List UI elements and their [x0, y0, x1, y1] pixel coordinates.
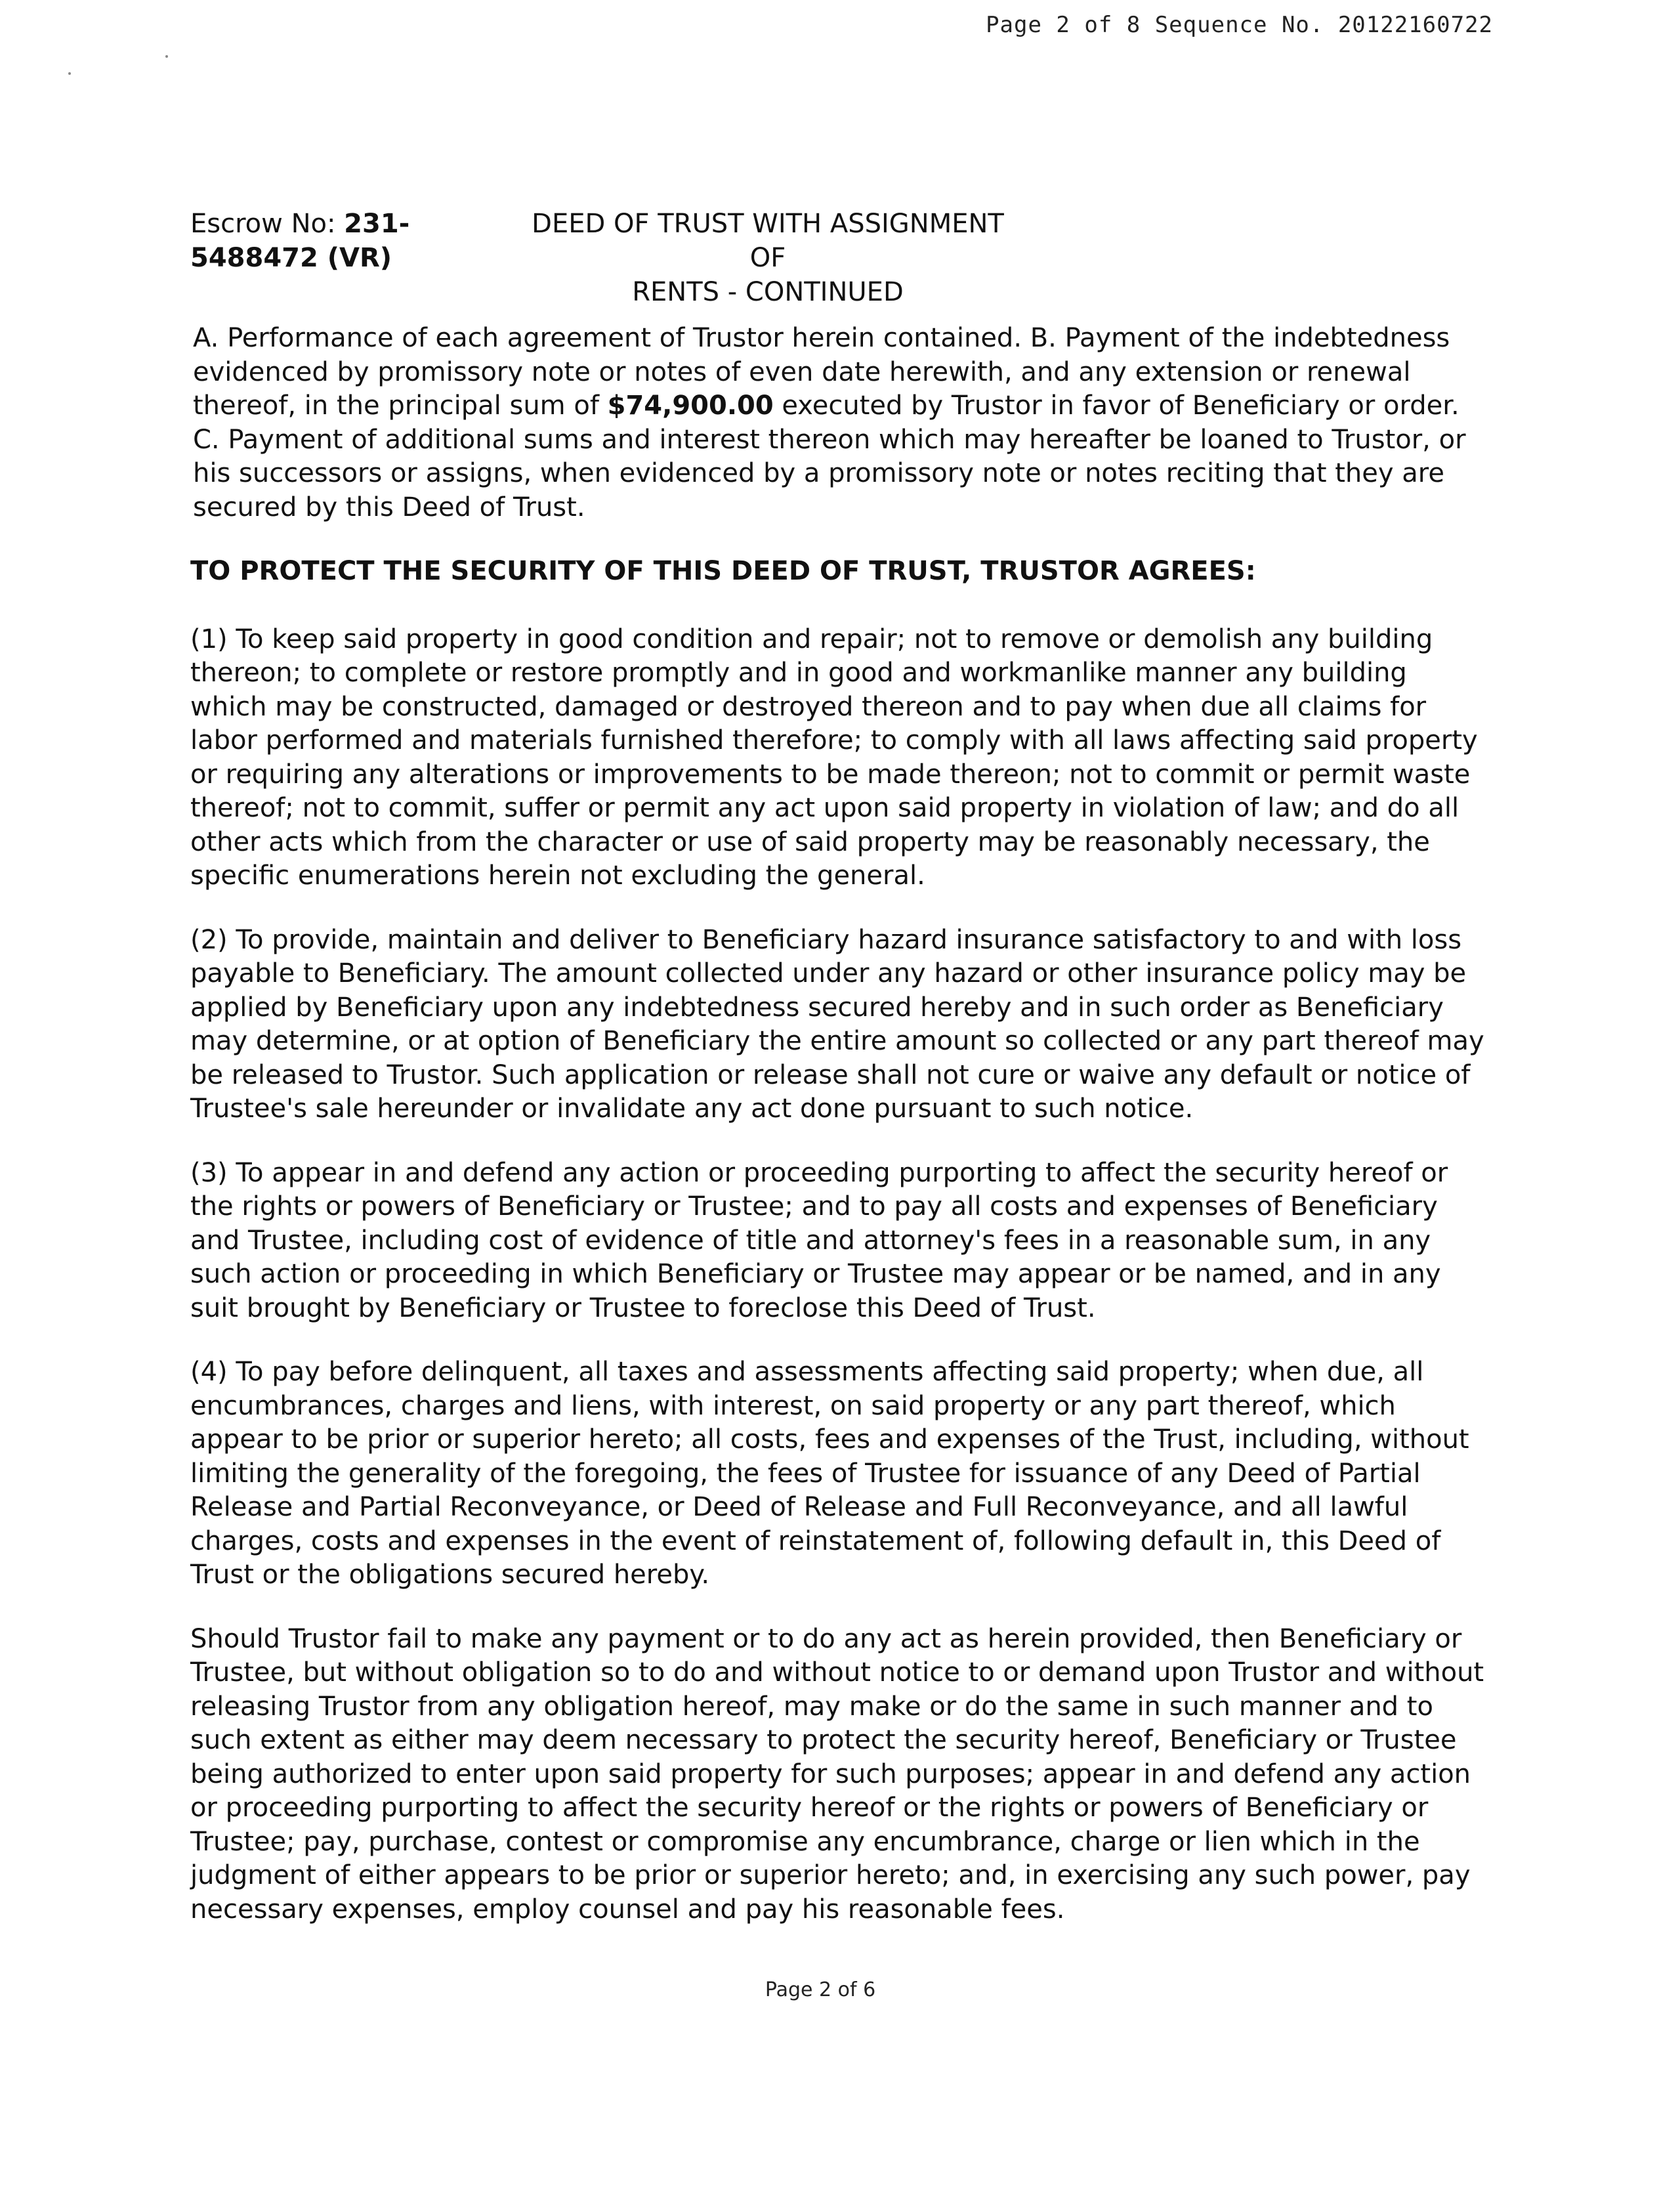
escrow-number-part1: 231- — [344, 209, 410, 239]
intro-text-1: A. Performance of each agreement of Trustor herein contained. B. Payment of the indebtedness evidenced by promissory note or notes of even date herewith, and any extension or renewal thereof, in the principal sum of — [193, 323, 1450, 421]
clause-4: (4) To pay before delinquent, all taxes and assessments affecting said property; when due, all encumbrances, charges and liens, with interest, on said property or any part thereof, which appear to be prior or superior hereto; all costs, fees and expenses of the Trust, including, without limiting the generality of the foregoing, the fees of Trustee for issuance of any Deed of Partial Release and Partial Reconveyance, or Deed of Release and Full Reconveyance, and all lawful charges, costs and expenses in the event of reinstatement of, following default in, this Deed of Trust or the obligations secured hereby. — [190, 1357, 1469, 1590]
intro-paragraph — [190, 322, 1490, 524]
title-line-1: DEED OF TRUST WITH ASSIGNMENT OF — [532, 209, 1004, 273]
escrow-number-block — [190, 207, 466, 275]
clause-3: (3) To appear in and defend any action or proceeding purporting to affect the security hereof or the rights or powers of Beneficiary or Trustee; and to pay all costs and expenses of Beneficiary and Trustee, including cost of evidence of title and attorney's fees in a reasonable sum, in any such action or proceeding in which Beneficiary or Trustee may appear or be named, and in any suit brought by Beneficiary or Trustee to foreclose this Deed of Trust. — [190, 1157, 1448, 1323]
intro-text-2: executed by Trustor in favor of Beneficiary or order. C. Payment of additional sums and interest thereon which may hereafter be loaned to Trustor, or his successors or assigns, when evidenced by a promissory note or notes reciting that they are secured by this Deed of Trust. — [193, 391, 1466, 522]
principal-sum: $74,900.00 — [607, 391, 774, 421]
scan-speck — [165, 55, 168, 58]
trustor-default-clause: Should Trustor fail to make any payment or to do any act as herein provided, then Beneficiary or Trustee, but without obligation so to do and without notice to or demand upon Trustor and without releasing Trustor from any obligation hereof, may make or do the same in such manner and to such extent as either may deem necessary to protect the security hereof, Beneficiary or Trustee being authorized to enter upon said property for such purposes; appear in and defend any action or proceeding purporting to affect the security hereof or the rights or powers of Beneficiary or Trustee; pay, purchase, contest or compromise any encumbrance, charge or lien which in the judgment of either appears to be prior or superior hereto; and, in exercising any such power, pay necessary expenses, employ counsel and pay his reasonable fees. — [190, 1623, 1484, 1925]
title-line-2: RENTS - CONTINUED — [632, 277, 904, 307]
escrow-label: Escrow No: — [190, 209, 345, 239]
clause-2: (2) To provide, maintain and deliver to Beneficiary hazard insurance satisfactory to and with loss payable to Beneficiary. The amount collected under any hazard or other insurance policy may be applied by Beneficiary upon any indebtedness secured hereby and in such order as Beneficiary may determine, or at option of Beneficiary the entire amount so collected or any part thereof may be released to Trustor. Such application or release shall not cure or waive any default or notice of Trustee's sale hereunder or invalidate any act done pursuant to such notice. — [190, 924, 1484, 1124]
section-heading: TO PROTECT THE SECURITY OF THIS DEED OF TRUST, TRUSTOR AGREES: — [190, 556, 1256, 586]
clause-1: (1) To keep said property in good condition and repair; not to remove or demolish any building thereon; to complete or restore promptly and in good and workmanlike manner any building which may be constructed, damaged or destroyed thereon and to pay when due all claims for labor performed and materials furnished therefore; to comply with all laws affecting said property or requiring any alterations or improvements to be made thereon; not to commit or permit waste thereof; not to commit, suffer or permit any act upon said property in violation of law; and do all other acts which from the character or use of said property may be reasonably necessary, the specific enumerations herein not excluding the general. — [190, 624, 1478, 891]
document-header — [190, 207, 1437, 307]
document-body — [190, 322, 1490, 1957]
scan-speck — [68, 72, 71, 75]
escrow-number-part2: 5488472 (VR) — [190, 243, 392, 273]
page-number: Page 2 of 6 — [765, 1978, 876, 2001]
document-title — [532, 207, 1004, 309]
sequence-stamp: Page 2 of 8 Sequence No. 20122160722 — [986, 12, 1493, 38]
